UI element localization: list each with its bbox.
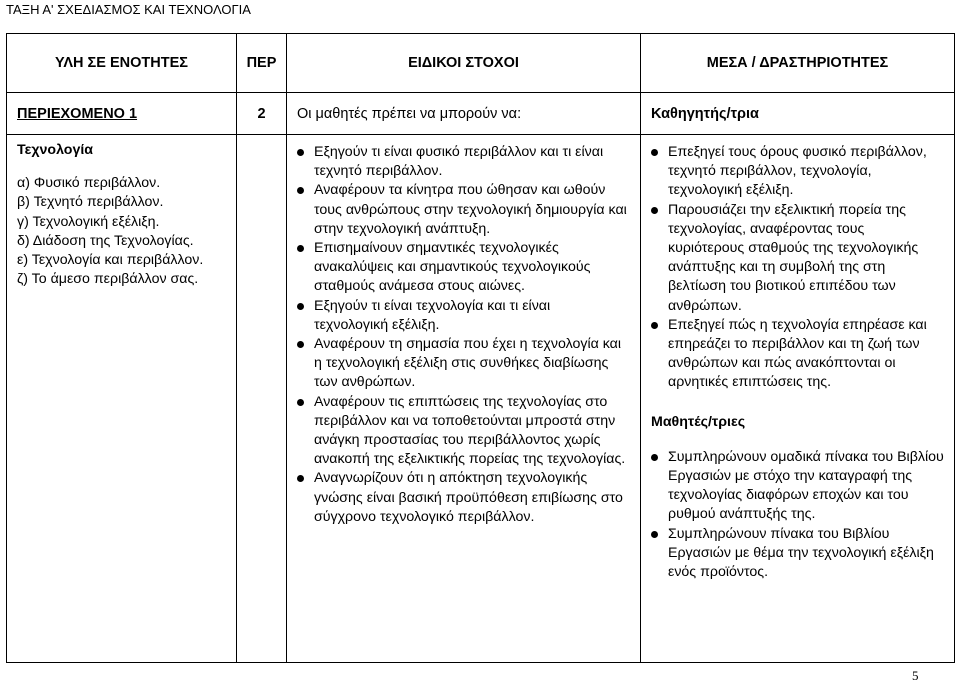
objective-item [287,297,628,335]
student-activity-item [641,448,944,525]
content-item: β) Τεχνητό περιβάλλον. [17,194,164,211]
column-header-objectives: ΕΙΔΙΚΟΙ ΣΤΟΧΟΙ [287,34,641,93]
objective-text: Επισημαίνουν σημαντικές τεχνολογικές ανακαλύψεις και σημαντικούς τεχνολογικούς σταθμούς ανάμεσα στους αιώνες. [314,240,591,295]
content-title-cell [7,93,237,135]
bullet-icon [297,341,304,348]
content-item: ε) Τεχνολογία και περιβάλλον. [17,252,204,269]
column-header-units: ΥΛΗ ΣΕ ΕΝΟΤΗΤΕΣ [7,34,237,93]
teacher-activity-item [641,316,944,393]
bullet-icon [297,187,304,194]
periods-body-cell [237,135,287,663]
content-item: ζ) Το άμεσο περιβάλλον σας. [17,271,199,288]
student-activities-list [641,448,944,582]
bullet-icon [297,149,304,156]
page-number: 5 [912,668,919,683]
teacher-activity-text: Επεξηγεί πώς η τεχνολογία επηρέασε και επηρεάζει το περιβάλλον και τη ζωή των ανθρώπων και πώς ανακόπτονται οι αρνητικές επιπτώσεις της. [668,316,927,391]
objective-text: Αναφέρουν τη σημασία που έχει η τεχνολογία και η τεχνολογική εξέλιξη στις συνθήκες διαβίωσης των ανθρώπων. [314,336,622,391]
student-activity-text: Συμπληρώνουν ομαδικά πίνακα του Βιβλίου Εργασιών με στόχο την καταγραφή της τεχνολογίας διαφόρων εποχών και του ρυθμού ανάπτυξής της. [668,448,944,523]
teacher-activity-text: Παρουσιάζει την εξελικτική πορεία της τεχνολογίας, αναφέροντας τους κυριότερους σταθμούς της τεχνολογικής ανάπτυξης και τη συμβολή της στη βελτίωση του βιοτικού επιπέδου των ανθρώπων. [668,201,919,314]
bullet-icon [651,322,658,329]
objective-item [287,181,628,239]
objective-item [287,469,628,527]
objective-item [287,393,628,470]
page-header: ΤΑΞΗ Α' ΣΧΕΔΙΑΣΜΟΣ ΚΑΙ ΤΕΧΝΟΛΟΓΙΑ [6,2,251,17]
content-item: α) Φυσικό περιβάλλον. [17,175,161,192]
student-activity-item [641,525,944,583]
teacher-label: Καθηγητής/τρια [641,93,955,135]
objectives-cell [287,135,641,663]
objective-text: Εξηγούν τι είναι τεχνολογία και τι είναι τεχνολογική εξέλιξη. [314,297,551,333]
column-header-activities: ΜΕΣΑ / ΔΡΑΣΤΗΡΙΟΤΗΤΕΣ [641,34,955,93]
bullet-icon [651,531,658,538]
content-cell [7,135,237,663]
student-activity-text: Συμπληρώνουν πίνακα του Βιβλίου Εργασιών με θέμα την τεχνολογική εξέλιξη ενός προϊόντος. [668,525,934,581]
bullet-icon [651,454,658,461]
teacher-activity-item [641,201,944,316]
bullet-icon [297,245,304,252]
objectives-list [287,143,628,527]
table-subheader-row [7,93,955,135]
objective-item [287,239,628,297]
bullet-icon [651,207,658,214]
bullet-icon [297,399,304,406]
content-title: ΠΕΡΙΕΧΟΜΕΝΟ 1 [17,105,138,122]
activities-cell [641,135,955,663]
bullet-icon [297,303,304,310]
table-body-row [7,135,955,663]
teacher-activity-text: Επεξηγεί τους όρους φυσικό περιβάλλον, τεχνητό περιβάλλον, τεχνολογία, τεχνολογική εξέλιξη. [668,144,927,199]
periods-cell: 2 [237,93,287,135]
objective-text: Αναφέρουν τα κίνητρα που ώθησαν και ωθούν τους ανθρώπους στην τεχνολογική δημιουργία και στην τεχνολογική ανάπτυξη. [314,182,627,237]
content-item: δ) Διάδοση της Τεχνολογίας. [17,232,194,249]
students-label: Μαθητές/τριες [651,413,746,430]
bullet-icon [651,149,658,156]
column-header-periods: ΠΕΡ [237,34,287,93]
curriculum-table [6,33,955,663]
objective-item [287,335,628,393]
objective-text: Αναφέρουν τις επιπτώσεις της τεχνολογίας στο περιβάλλον και να τοποθετούνται μπροστά στην ανάγκη προστασίας του περιβάλλοντος χωρίς ανακοπή της εξελικτικής πορείας της τεχνολογίας. [314,393,626,468]
content-item: γ) Τεχνολογική εξέλιξη. [17,213,160,230]
bullet-icon [297,475,304,482]
teacher-activities-list [641,143,944,393]
objective-text: Εξηγούν τι είναι φυσικό περιβάλλον και τι είναι τεχνητό περιβάλλον. [314,144,604,180]
objective-text: Αναγνωρίζουν ότι η απόκτηση τεχνολογικής γνώσης είναι βασική προϋπόθεση επιβίωσης στο σύγχρονο τεχνολογικό περιβάλλον. [314,470,623,525]
objective-item [287,143,628,181]
objectives-intro: Οι μαθητές πρέπει να μπορούν να: [287,93,641,135]
teacher-activity-item [641,143,944,201]
content-topic: Τεχνολογία [17,142,94,158]
table-header-row [7,34,955,93]
